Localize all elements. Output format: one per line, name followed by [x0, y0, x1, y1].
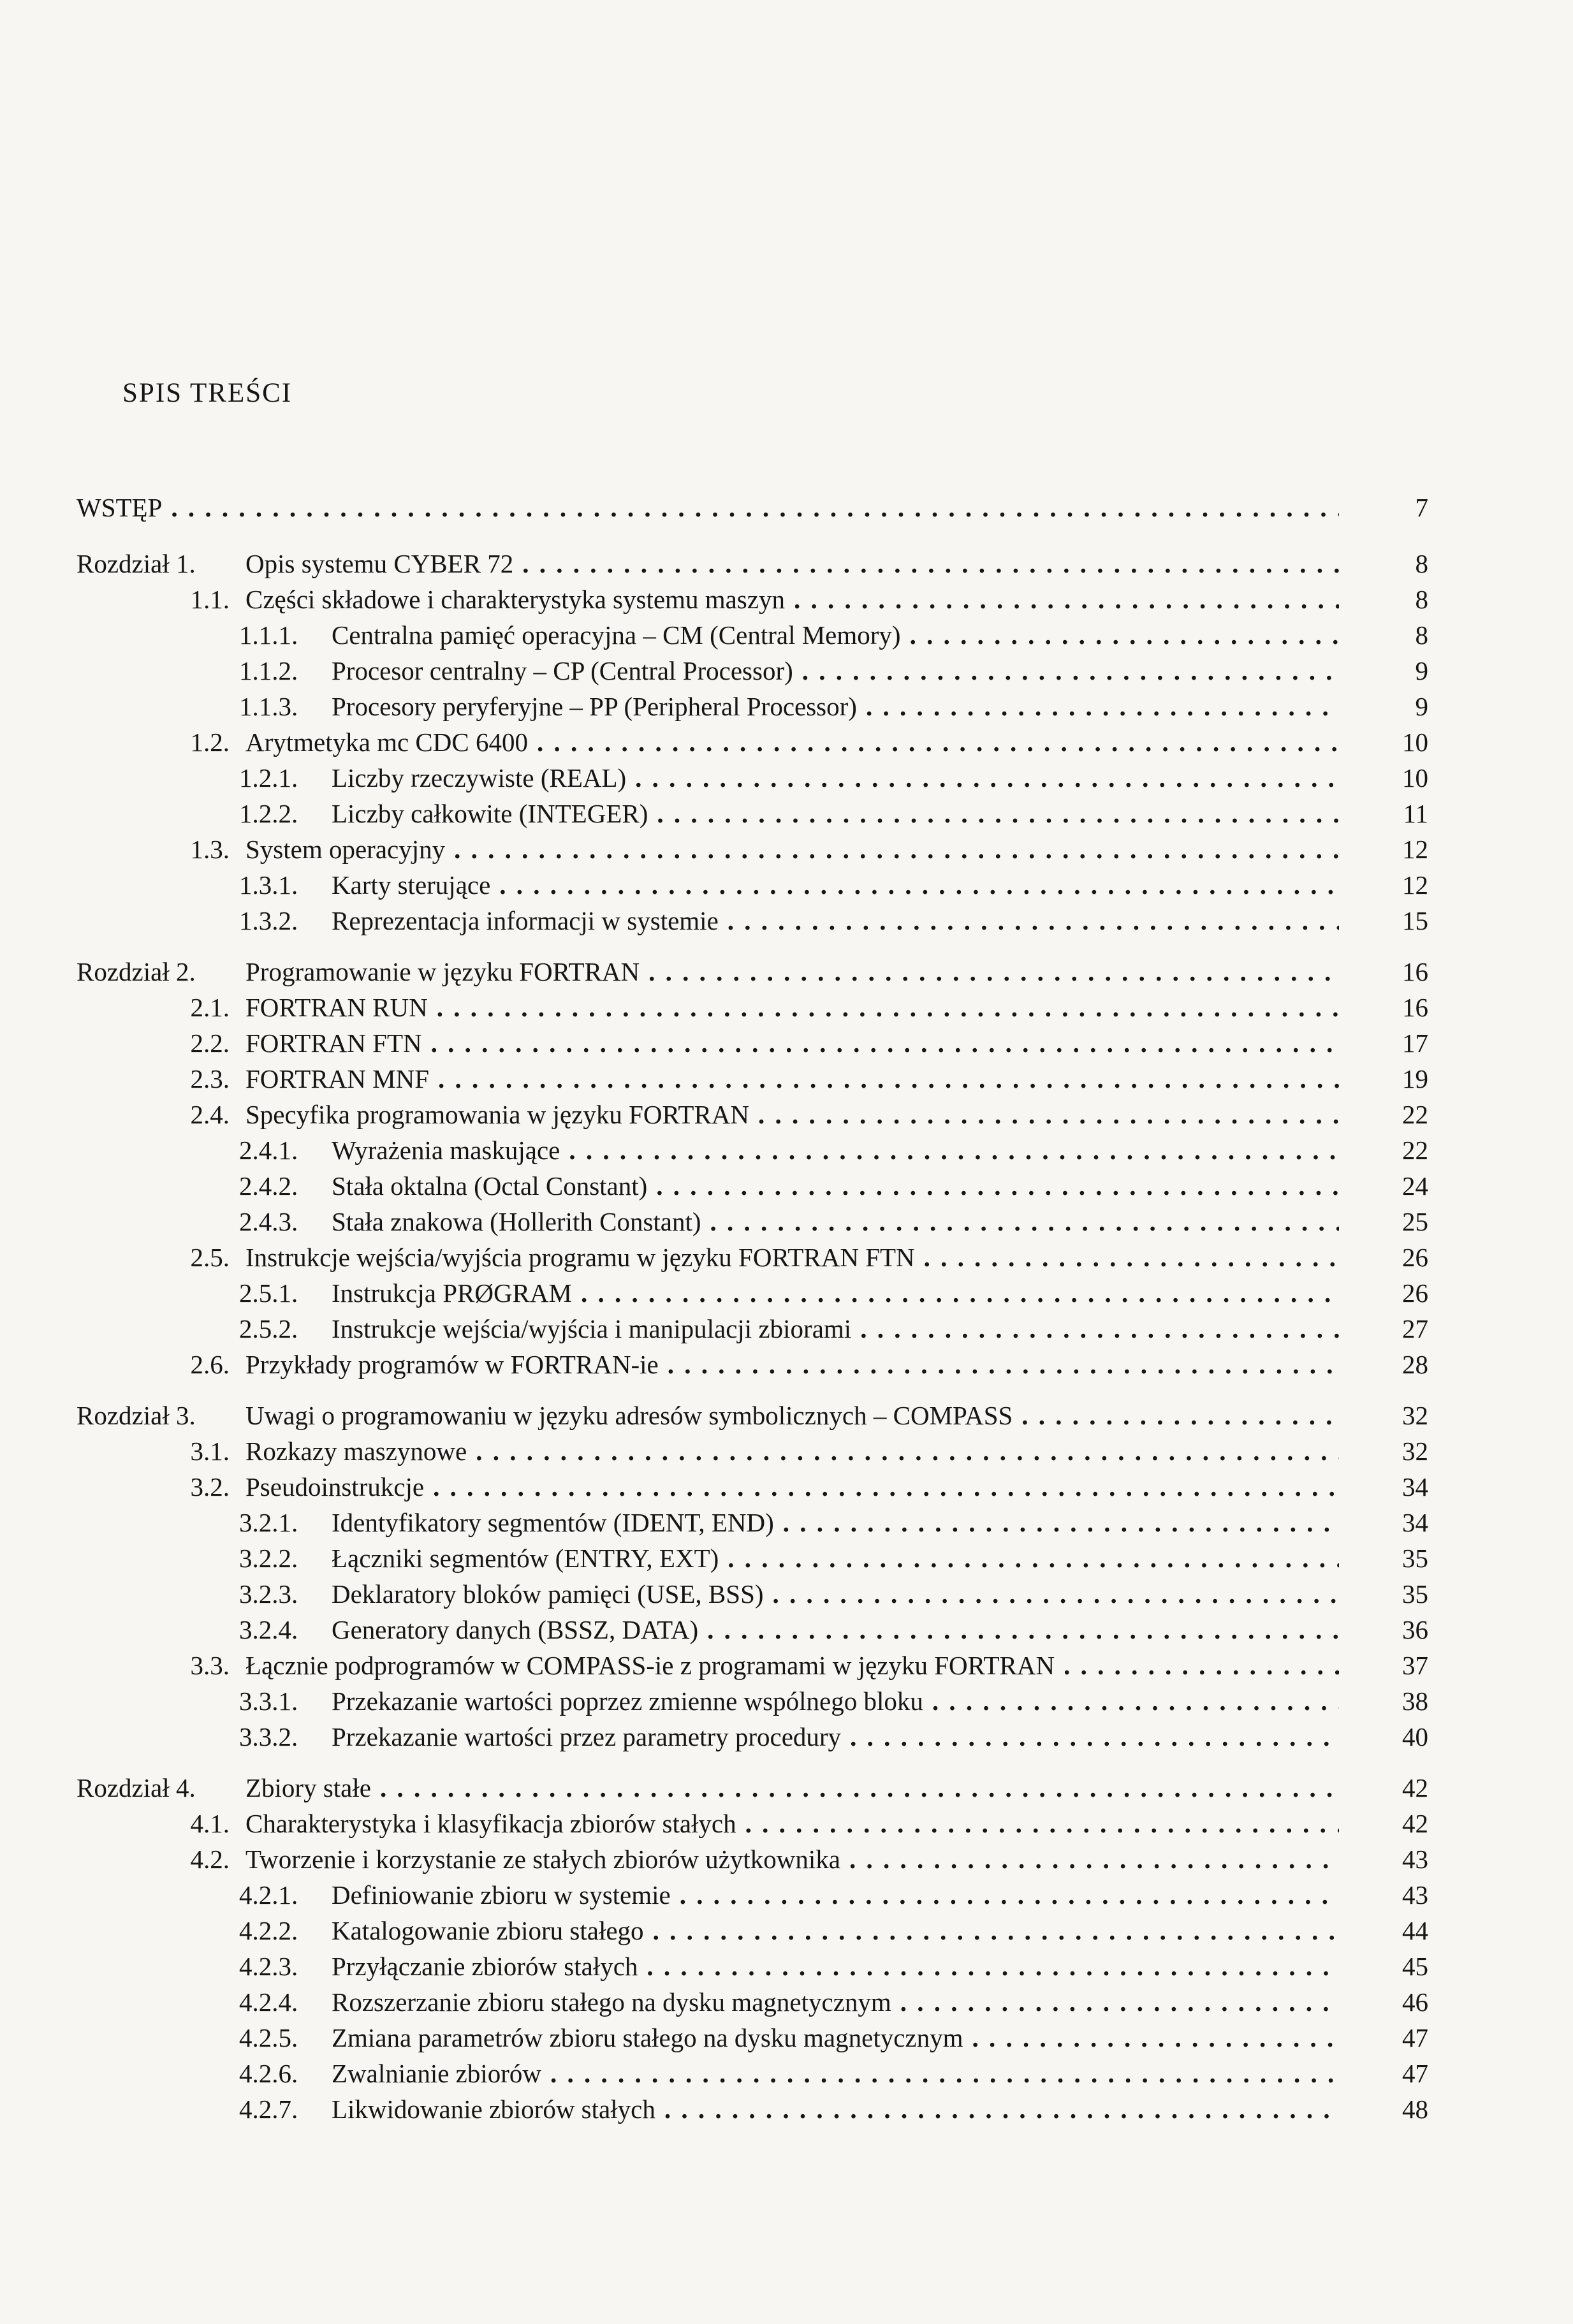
- toc-page-number: 10: [1402, 763, 1428, 793]
- toc-entry-title: Łącznie podprogramów w COMPASS-ie z programami w języku FORTRAN: [245, 1651, 1055, 1680]
- toc-entry-number: 2.4.3.: [239, 1207, 298, 1236]
- toc-page-number: 28: [1402, 1350, 1428, 1379]
- toc-entry-title: Definiowanie zbioru w systemie: [332, 1880, 671, 1910]
- toc-entry-title: FORTRAN RUN: [245, 993, 428, 1022]
- toc-entry-title: Identyfikatory segmentów (IDENT, END): [332, 1508, 774, 1537]
- dot-leader: [1064, 1648, 1339, 1683]
- toc-entry-title: Arytmetyka mc CDC 6400: [245, 727, 528, 757]
- toc-entry-number: 3.2.3.: [239, 1579, 298, 1609]
- toc-entry-title: FORTRAN FTN: [245, 1028, 422, 1058]
- dot-leader: [866, 689, 1339, 724]
- toc-entry-row: [77, 1505, 1428, 1540]
- dot-leader: [924, 1239, 1339, 1275]
- toc-entry-number: 2.4.: [190, 1100, 230, 1129]
- dot-leader: [656, 1168, 1339, 1204]
- toc-page-number: 35: [1402, 1544, 1428, 1573]
- toc-entry-title: Specyfika programowania w języku FORTRAN: [245, 1100, 750, 1129]
- toc-entry-title: Instrukcje wejścia/wyjścia programu w języku FORTRAN FTN: [245, 1243, 915, 1272]
- dot-leader: [707, 1612, 1339, 1648]
- dot-leader: [910, 617, 1339, 653]
- dot-leader: [171, 485, 1339, 530]
- toc-page-number: 37: [1402, 1651, 1428, 1680]
- toc-page-number: 9: [1415, 692, 1428, 721]
- toc-entry-row: [77, 1347, 1428, 1382]
- toc-page-number: 16: [1402, 993, 1428, 1022]
- toc-entry-row: [77, 1275, 1428, 1311]
- toc-entry-title: Deklaratory bloków pamięci (USE, BSS): [332, 1579, 764, 1609]
- toc-entry-number: 1.1.1.: [239, 620, 298, 650]
- toc-page-number: 12: [1402, 835, 1428, 864]
- toc-page-number: 46: [1402, 1987, 1428, 2017]
- toc-entry-number: 1.3.2.: [239, 906, 298, 935]
- dot-leader: [664, 2091, 1339, 2127]
- toc-entry-title: Procesor centralny – CP (Central Processor): [332, 656, 793, 685]
- toc-page-number: 25: [1402, 1207, 1428, 1236]
- dot-leader: [1021, 1398, 1339, 1433]
- dot-leader: [932, 1683, 1339, 1719]
- toc-page-number: 34: [1402, 1472, 1428, 1502]
- toc-page-number: 26: [1402, 1243, 1428, 1272]
- toc-page-number: 16: [1402, 957, 1428, 986]
- toc-entry-title: Przekazanie wartości przez parametry procedury: [332, 1722, 842, 1751]
- toc-entry-number: 3.2.: [190, 1472, 230, 1502]
- toc-entry-row: [77, 1576, 1428, 1612]
- toc-page-number: 10: [1402, 727, 1428, 757]
- toc-entry-number: 2.5.2.: [239, 1314, 298, 1343]
- toc-entry-title: Katalogowanie zbioru stałego: [332, 1916, 644, 1945]
- toc-entry-number: Rozdział 3.: [77, 1401, 196, 1430]
- toc-chapter-row: [77, 954, 1428, 990]
- toc-entry-number: 3.3.2.: [239, 1722, 298, 1751]
- dot-leader: [680, 1877, 1339, 1913]
- toc-entry-row: [77, 1913, 1428, 1948]
- toc-entry-title: Przyłączanie zbiorów stałych: [332, 1952, 638, 1981]
- toc-page-number: 45: [1402, 1952, 1428, 1981]
- toc-entry-number: 4.2.: [190, 1845, 230, 1874]
- dot-leader: [657, 796, 1339, 831]
- toc-entry-title: Uwagi o programowaniu w języku adresów symbolicznych – COMPASS: [245, 1401, 1013, 1430]
- toc-page-number: 36: [1402, 1615, 1428, 1644]
- toc-entry-row: [77, 1683, 1428, 1719]
- toc-entry-number: 3.3.: [190, 1651, 230, 1680]
- toc-entry-row: [77, 653, 1428, 689]
- toc-entry-row: [77, 867, 1428, 903]
- toc-entry-number: 1.2.1.: [239, 763, 298, 793]
- toc-entry-number: Rozdział 4.: [77, 1773, 196, 1802]
- toc-entry-title: FORTRAN MNF: [245, 1064, 430, 1093]
- dot-leader: [728, 1540, 1339, 1576]
- toc-entry-row: [77, 2091, 1428, 2127]
- toc-entry-title: Wyrażenia maskujące: [332, 1136, 560, 1165]
- toc-page-number: 47: [1402, 2023, 1428, 2052]
- toc-entry-row: [77, 1168, 1428, 1204]
- toc-page-number: 35: [1402, 1579, 1428, 1609]
- toc-page-number: 11: [1403, 799, 1428, 828]
- toc-entry-title: Generatory danych (BSSZ, DATA): [332, 1615, 699, 1644]
- toc-page-number: 32: [1402, 1436, 1428, 1466]
- page-title: SPIS TREŚCI: [122, 378, 293, 408]
- dot-leader: [438, 1061, 1339, 1097]
- toc-entry-number: 2.4.1.: [239, 1136, 298, 1165]
- toc-page-number: 9: [1415, 656, 1428, 685]
- toc-entry-title: Procesory peryferyjne – PP (Peripheral Processor): [332, 692, 857, 721]
- toc-entry-title: Rozszerzanie zbioru stałego na dysku magnetycznym: [332, 1987, 891, 2017]
- toc-entry-number: 2.5.: [190, 1243, 230, 1272]
- toc-entry-row: [77, 1469, 1428, 1505]
- toc-entry-row: [77, 1132, 1428, 1168]
- toc-page-number: 8: [1415, 620, 1428, 650]
- toc-entry-row: [77, 2056, 1428, 2091]
- toc-entry-number: 4.2.4.: [239, 1987, 298, 2017]
- toc-entry-row: [77, 1204, 1428, 1239]
- toc-entry-number: 1.1.2.: [239, 656, 298, 685]
- toc-entry-number: 2.3.: [190, 1064, 230, 1093]
- toc-entry-title: Części składowe i charakterystyka systemu maszyn: [245, 585, 785, 614]
- table-of-contents: [77, 485, 1428, 2127]
- toc-page-number: 8: [1415, 549, 1428, 578]
- toc-entry-number: 3.1.: [190, 1436, 230, 1466]
- dot-leader: [849, 1841, 1339, 1877]
- toc-entry-number: 4.1.: [190, 1809, 230, 1838]
- toc-page-number: 48: [1402, 2094, 1428, 2124]
- dot-leader: [972, 2020, 1339, 2056]
- toc-entry-number: 1.3.: [190, 835, 230, 864]
- toc-entry-title: Instrukcja PRØGRAM: [332, 1278, 572, 1308]
- toc-entry-title: Zwalnianie zbiorów: [332, 2059, 542, 2088]
- toc-entry-number: 2.2.: [190, 1028, 230, 1058]
- toc-entry-number: 1.3.1.: [239, 870, 298, 900]
- toc-entry-row: [77, 1097, 1428, 1132]
- toc-entry-row: [77, 617, 1428, 653]
- toc-entry-row: [77, 1648, 1428, 1683]
- toc-entry-number: 3.2.4.: [239, 1615, 298, 1644]
- toc-page-number: 19: [1402, 1064, 1428, 1093]
- toc-entry-title: Karty sterujące: [332, 870, 491, 900]
- toc-entry-number: 2.4.2.: [239, 1171, 298, 1201]
- dot-leader: [476, 1433, 1339, 1469]
- toc-entry-row: [77, 1061, 1428, 1097]
- toc-page-number: 7: [1415, 493, 1428, 522]
- dot-leader: [745, 1806, 1339, 1841]
- dot-leader: [773, 1576, 1339, 1612]
- toc-page-number: 15: [1402, 906, 1428, 935]
- dot-leader: [437, 990, 1339, 1025]
- dot-leader: [802, 653, 1339, 689]
- dot-leader: [537, 724, 1339, 760]
- dot-leader: [647, 1948, 1339, 1984]
- toc-entry-title: WSTĘP: [77, 493, 163, 522]
- toc-entry-title: Centralna pamięć operacyjna – CM (Central Memory): [332, 620, 901, 650]
- toc-page-number: 43: [1402, 1845, 1428, 1874]
- toc-entry-title: Łączniki segmentów (ENTRY, EXT): [332, 1544, 719, 1573]
- toc-entry-row: [77, 1841, 1428, 1877]
- toc-entry-row: [77, 1311, 1428, 1347]
- toc-chapter-row: [77, 546, 1428, 581]
- toc-entry-row: [77, 831, 1428, 867]
- dot-leader: [433, 1469, 1339, 1505]
- dot-leader: [783, 1505, 1339, 1540]
- toc-entry-number: 2.1.: [190, 993, 230, 1022]
- toc-page-number: 12: [1402, 870, 1428, 900]
- dot-leader: [728, 903, 1339, 939]
- toc-entry-row: [77, 2020, 1428, 2056]
- toc-page-number: 44: [1402, 1916, 1428, 1945]
- toc-entry-number: 4.2.6.: [239, 2059, 298, 2088]
- toc-entry-number: 4.2.3.: [239, 1952, 298, 1981]
- toc-chapter-row: [77, 1398, 1428, 1433]
- dot-leader: [758, 1097, 1339, 1132]
- toc-entry-title: Reprezentacja informacji w systemie: [332, 906, 719, 935]
- toc-entry-row: [77, 1877, 1428, 1913]
- dot-leader: [499, 867, 1339, 903]
- dot-leader: [581, 1275, 1339, 1311]
- toc-entry-number: 4.2.2.: [239, 1916, 298, 1945]
- toc-entry-number: 3.3.1.: [239, 1686, 298, 1716]
- dot-leader: [431, 1025, 1339, 1061]
- toc-entry-number: 1.1.3.: [239, 692, 298, 721]
- toc-entry-row: [77, 903, 1428, 939]
- toc-entry-row: [77, 1433, 1428, 1469]
- dot-leader: [850, 1719, 1339, 1755]
- toc-entry-number: 4.2.7.: [239, 2094, 298, 2124]
- toc-entry-row: [77, 1984, 1428, 2020]
- toc-page-number: 24: [1402, 1171, 1428, 1201]
- toc-page-number: 40: [1402, 1722, 1428, 1751]
- toc-entry-number: 4.2.1.: [239, 1880, 298, 1910]
- dot-leader: [635, 760, 1339, 796]
- toc-page-number: 27: [1402, 1314, 1428, 1343]
- toc-entry-row: [77, 581, 1428, 617]
- toc-entry-title: Przykłady programów w FORTRAN-ie: [245, 1350, 659, 1379]
- toc-entry-title: Likwidowanie zbiorów stałych: [332, 2094, 655, 2124]
- toc-entry-number: 3.2.1.: [239, 1508, 298, 1537]
- toc-entry-row: [77, 760, 1428, 796]
- toc-entry-title: System operacyjny: [245, 835, 446, 864]
- toc-entry-number: Rozdział 1.: [77, 549, 196, 578]
- toc-entry-title: Stała znakowa (Hollerith Constant): [332, 1207, 701, 1236]
- toc-page-number: 26: [1402, 1278, 1428, 1308]
- toc-entry-row: [77, 1806, 1428, 1841]
- toc-entry-row: [77, 1612, 1428, 1648]
- dot-leader: [522, 546, 1339, 581]
- toc-entry-title: Liczby rzeczywiste (REAL): [332, 763, 627, 793]
- toc-page-number: 22: [1402, 1136, 1428, 1165]
- toc-chapter-row: [77, 1770, 1428, 1806]
- dot-leader: [550, 2056, 1339, 2091]
- toc-page-number: 43: [1402, 1880, 1428, 1910]
- dot-leader: [648, 954, 1339, 990]
- toc-entry-title: Instrukcje wejścia/wyjścia i manipulacji zbiorami: [332, 1314, 852, 1343]
- toc-page-number: 32: [1402, 1401, 1428, 1430]
- toc-page-number: 17: [1402, 1028, 1428, 1058]
- toc-entry-row: [77, 689, 1428, 724]
- toc-entry-title: Tworzenie i korzystanie ze stałych zbiorów użytkownika: [245, 1845, 840, 1874]
- toc-entry-title: Przekazanie wartości poprzez zmienne wspólnego bloku: [332, 1686, 923, 1716]
- toc-entry-number: 1.2.: [190, 727, 230, 757]
- dot-leader: [454, 831, 1339, 867]
- toc-entry-row: [77, 485, 1428, 530]
- toc-entry-title: Opis systemu CYBER 72: [245, 549, 514, 578]
- toc-entry-number: Rozdział 2.: [77, 957, 196, 986]
- toc-entry-title: Rozkazy maszynowe: [245, 1436, 467, 1466]
- toc-entry-row: [77, 1948, 1428, 1984]
- toc-entry-number: 3.2.2.: [239, 1544, 298, 1573]
- toc-entry-title: Programowanie w języku FORTRAN: [245, 957, 640, 986]
- toc-entry-title: Charakterystyka i klasyfikacja zbiorów stałych: [245, 1809, 736, 1838]
- dot-leader: [668, 1347, 1339, 1382]
- dot-leader: [860, 1311, 1339, 1347]
- toc-entry-row: [77, 990, 1428, 1025]
- toc-entry-title: Zmiana parametrów zbioru stałego na dysku magnetycznym: [332, 2023, 963, 2052]
- dot-leader: [380, 1770, 1339, 1806]
- toc-page-number: 42: [1402, 1773, 1428, 1802]
- dot-leader: [569, 1132, 1339, 1168]
- dot-leader: [710, 1204, 1339, 1239]
- toc-entry-number: 1.2.2.: [239, 799, 298, 828]
- dot-leader: [794, 581, 1339, 617]
- toc-entry-number: 2.6.: [190, 1350, 230, 1379]
- toc-entry-number: 4.2.5.: [239, 2023, 298, 2052]
- toc-entry-number: 2.5.1.: [239, 1278, 298, 1308]
- toc-page-number: 38: [1402, 1686, 1428, 1716]
- toc-entry-title: Zbiory stałe: [245, 1773, 371, 1802]
- toc-entry-title: Pseudoinstrukcje: [245, 1472, 425, 1502]
- toc-entry-row: [77, 1719, 1428, 1755]
- toc-entry-row: [77, 1239, 1428, 1275]
- toc-entry-row: [77, 1540, 1428, 1576]
- toc-entry-row: [77, 796, 1428, 831]
- toc-page-number: 22: [1402, 1100, 1428, 1129]
- toc-page-number: 47: [1402, 2059, 1428, 2088]
- toc-page-number: 42: [1402, 1809, 1428, 1838]
- toc-entry-row: [77, 724, 1428, 760]
- toc-page-number: 34: [1402, 1508, 1428, 1537]
- dot-leader: [653, 1913, 1339, 1948]
- toc-entry-title: Liczby całkowite (INTEGER): [332, 799, 648, 828]
- toc-entry-row: [77, 1025, 1428, 1061]
- toc-entry-number: 1.1.: [190, 585, 230, 614]
- toc-entry-title: Stała oktalna (Octal Constant): [332, 1171, 648, 1201]
- dot-leader: [900, 1984, 1339, 2020]
- toc-page-number: 8: [1415, 585, 1428, 614]
